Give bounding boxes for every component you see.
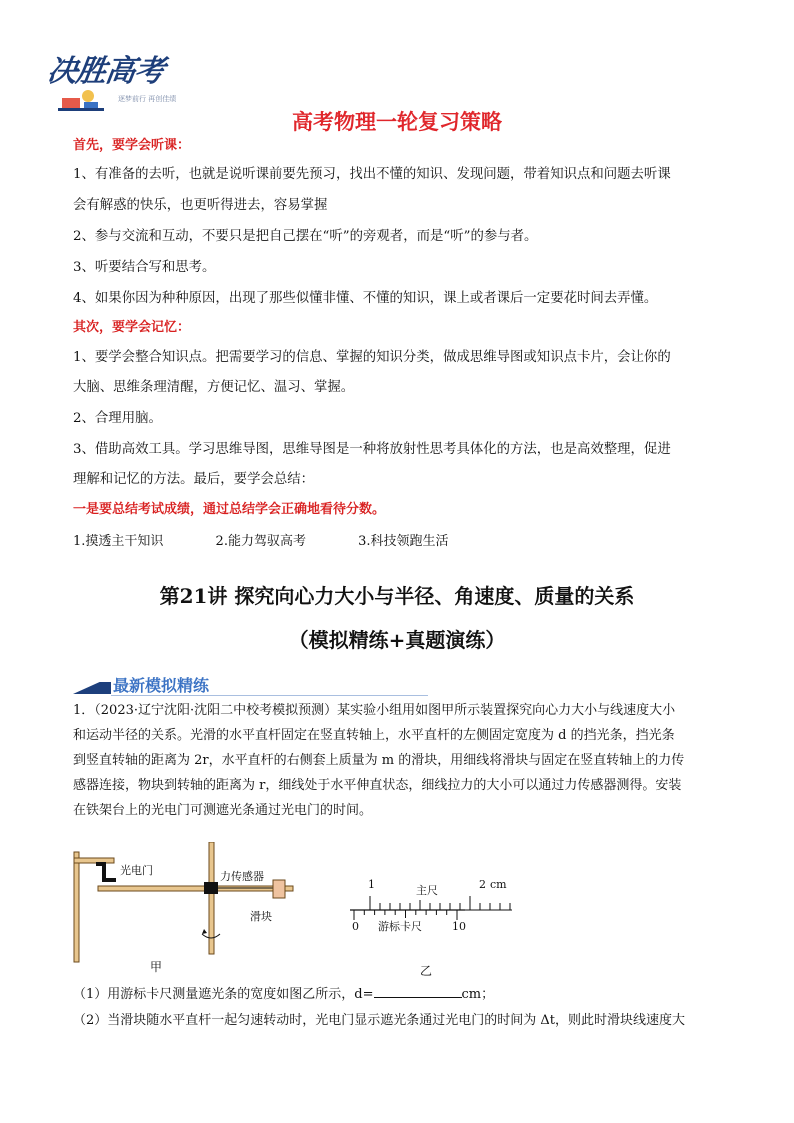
figure-b-caption: 乙 xyxy=(420,964,433,978)
sub-question-1-suffix: cm； xyxy=(461,987,495,1002)
paragraph-line: 大脑、思维条理清醒，方便记忆、温习、掌握。 xyxy=(73,380,355,395)
figure-a-caption: 甲 xyxy=(150,960,163,974)
vernier-label: 游标卡尺 xyxy=(378,920,422,933)
question-line: 感器连接，物块到转轴的距离为 r，细线处于水平伸直状态，细线拉力的大小可以通过力传感器测得。安装 xyxy=(73,778,682,793)
heading-memory: 其次，要学会记忆： xyxy=(73,320,191,335)
tip-item: 1.摸透主干知识 xyxy=(73,534,164,549)
section-header xyxy=(73,676,428,696)
page-title: 高考物理一轮复习策略 xyxy=(292,110,502,134)
sensor-label: 力传感器 xyxy=(220,870,264,883)
question-line: 1．（2023·辽宁沈阳·沈阳二中校考模拟预测）某实验小组用如图甲所示装置探究向心力大小与线速度大小 xyxy=(73,703,676,718)
paragraph-line: 1、有准备的去听，也就是说听课前要先预习，找出不懂的知识、发现问题，带着知识点和问题去听课 xyxy=(73,167,671,182)
paragraph-line: 1、要学会整合知识点。把需要学习的信息、掌握的知识分类，做成思维导图或知识点卡片，会让你的 xyxy=(73,350,671,365)
brand-logo xyxy=(45,40,178,112)
question-line: 和运动半径的关系。光滑的水平直杆固定在竖直转轴上，水平直杆的左侧固定宽度为 d 的挡光条，挡光条 xyxy=(73,728,675,743)
summary-line: 一是要总结考试成绩，通过总结学会正确地看待分数。 xyxy=(73,502,386,517)
vernier-scale-ticks xyxy=(354,910,457,920)
section-marker xyxy=(73,682,111,694)
paragraph-line: 2、参与交流和互动，不要只是把自己摆在“听”的旁观者，而是“听”的参与者。 xyxy=(73,229,538,244)
question-line: 在铁架台上的光电门可测遮光条通过光电门的时间。 xyxy=(73,803,373,818)
vernier-10-label: 10 xyxy=(452,920,466,933)
paragraph-line: 会有解惑的快乐，也更听得进去，容易掌握 xyxy=(73,198,328,213)
logo-slogan: 逐梦前行 再创佳绩 xyxy=(118,95,177,103)
main-scale-ticks xyxy=(370,896,510,910)
sub-question-1 xyxy=(73,982,733,1007)
answer-blank[interactable] xyxy=(374,983,462,998)
tip-item: 3.科技领跑生活 xyxy=(358,534,449,549)
main-tick-1: 1 xyxy=(368,878,375,891)
paragraph-line: 理解和记忆的方法。最后，要学会总结： xyxy=(73,472,315,487)
unit-label: cm xyxy=(490,878,507,891)
paragraph-line: 2、合理用脑。 xyxy=(73,411,162,426)
lecture-title: 第21讲 探究向心力大小与半径、角速度、质量的关系 xyxy=(159,584,635,608)
paragraph-line: 3、借助高效工具。学习思维导图，思维导图是一种将放射性思考具体化的方法，也是高效整理，促进 xyxy=(73,442,671,457)
sub-question-2: （2）当滑块随水平直杆一起匀速转动时，光电门显示遮光条通过光电门的时间为 Δt，则此时滑块线速度大 xyxy=(73,1013,686,1028)
main-tick-2: 2 xyxy=(479,878,486,891)
tip-item: 2.能力驾驭高考 xyxy=(215,534,306,549)
photogate-label: 光电门 xyxy=(120,864,153,877)
slider-label: 滑块 xyxy=(250,910,272,923)
apparatus-figure xyxy=(68,842,308,972)
section-rule xyxy=(111,695,428,696)
question-line: 到竖直转轴的距离为 2r，水平直杆的右侧套上质量为 m 的滑块，用细线将滑块与固定在竖直转轴上的力传 xyxy=(73,753,685,768)
tips-row xyxy=(73,530,497,549)
paragraph-line: 3、听要结合写和思考。 xyxy=(73,260,216,275)
vernier-0-label: 0 xyxy=(352,920,359,933)
logo-text: 决胜高考 xyxy=(45,54,166,89)
sub-question-1-prefix: （1）用游标卡尺测量遮光条的宽度如图乙所示，d= xyxy=(73,987,374,1002)
heading-listen: 首先，要学会听课： xyxy=(73,138,191,153)
main-scale-label: 主尺 xyxy=(416,884,438,897)
lecture-subtitle: （模拟精练+真题演练） xyxy=(288,628,506,652)
section-label: 最新模拟精练 xyxy=(113,676,210,695)
paragraph-line: 4、如果你因为种种原因，出现了那些似懂非懂、不懂的知识，课上或者课后一定要花时间去弄懂。 xyxy=(73,291,658,306)
